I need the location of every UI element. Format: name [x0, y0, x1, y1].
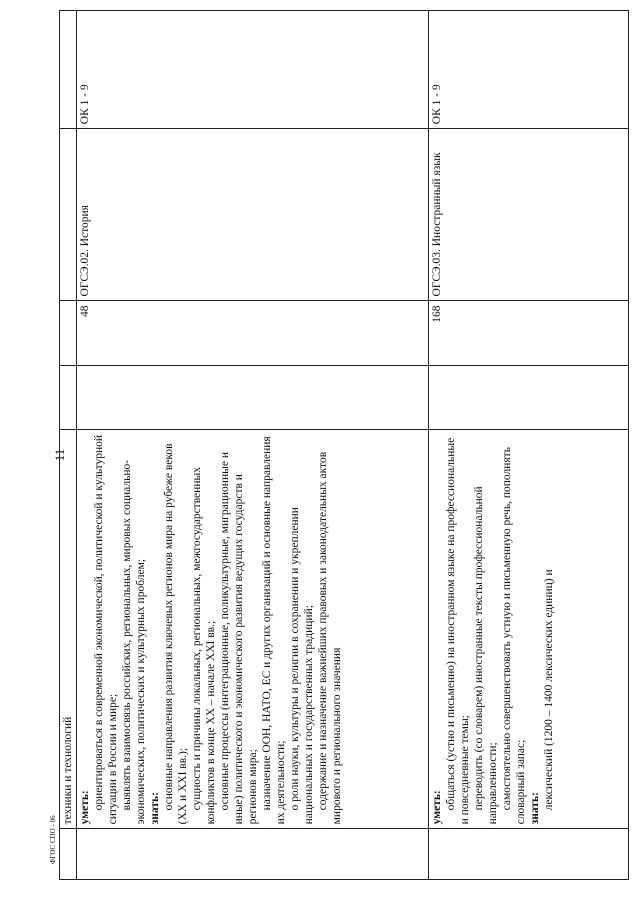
umet-label: уметь:	[79, 790, 91, 825]
table-row	[429, 11, 629, 880]
rotated-table-container	[59, 10, 629, 880]
requirements-cell	[429, 429, 629, 829]
list-item: назначение ООН, НАТО, ЕС и других организаций и основные направления их деятельности;	[261, 436, 287, 825]
discipline-cell: ОГСЭ.02. История	[77, 129, 429, 301]
table-cell: техники и технологий	[60, 429, 77, 829]
list-item: общаться (устно и письменно) на иностранном языке на профессиональные и повседневные темы;	[445, 437, 471, 825]
page-footer: ФГОС СПО - 06	[49, 815, 57, 864]
list-item: самостоятельно совершенствовать устную и письменную речь, пополнять словарный запас;	[501, 447, 527, 825]
list-item: основные направления развития ключевых регионов мира на рубеже веков (XX и XXI вв.);	[163, 443, 189, 825]
list-item: выявлять взаимосвязь российских, региональных, мировых социально-экономических, политических и культурных проблем;	[121, 459, 147, 825]
competencies-cell: ОК 1 - 9	[77, 11, 429, 129]
znat-label: знать:	[529, 792, 541, 825]
page-number: 11	[52, 448, 67, 462]
competency-table	[59, 10, 629, 880]
list-item: основные процессы (интеграционные, поликультурные, миграционные и иные) политического и экономического развития ведущих государств и регионов мира;	[219, 452, 259, 825]
discipline-cell: ОГСЭ.03. Иностранный язык	[429, 129, 629, 301]
list-item: о роли науки, культуры и религии в сохранении и укреплении национальных и государственных традиций;	[289, 507, 315, 825]
table-cell	[77, 365, 429, 429]
list-item: ориентироваться в современной экономической, политической и культурной ситуации в России и мире;	[93, 434, 119, 825]
table-cell	[60, 11, 77, 129]
list-item: сущность и причины локальных, региональных, межгосударственных конфликтов в конце XX – начале XXI вв.;	[191, 467, 217, 825]
list-item: содержание и назначение важнейших правовых и законодательных актов мирового и регионального значения	[317, 451, 343, 825]
competencies-cell: ОК 1 - 9	[429, 11, 629, 129]
requirements-cell	[77, 429, 429, 829]
hours-cell: 48	[77, 301, 429, 365]
table-cell	[429, 829, 629, 880]
table-cell	[429, 365, 629, 429]
table-cell	[60, 829, 77, 880]
table-row	[77, 11, 429, 880]
list-item: лексический (1200 – 1400 лексических единиц) и	[543, 569, 555, 811]
hours-cell: 168	[429, 301, 629, 365]
table-cell	[60, 129, 77, 301]
umet-label: уметь:	[431, 790, 443, 825]
table-row	[60, 11, 77, 880]
table-cell	[60, 365, 77, 429]
znat-label: знать:	[149, 792, 161, 825]
list-item: переводить (со словарем) иностранные тексты профессиональной направленности;	[473, 486, 499, 825]
table-cell	[60, 301, 77, 365]
table-cell	[77, 829, 429, 880]
